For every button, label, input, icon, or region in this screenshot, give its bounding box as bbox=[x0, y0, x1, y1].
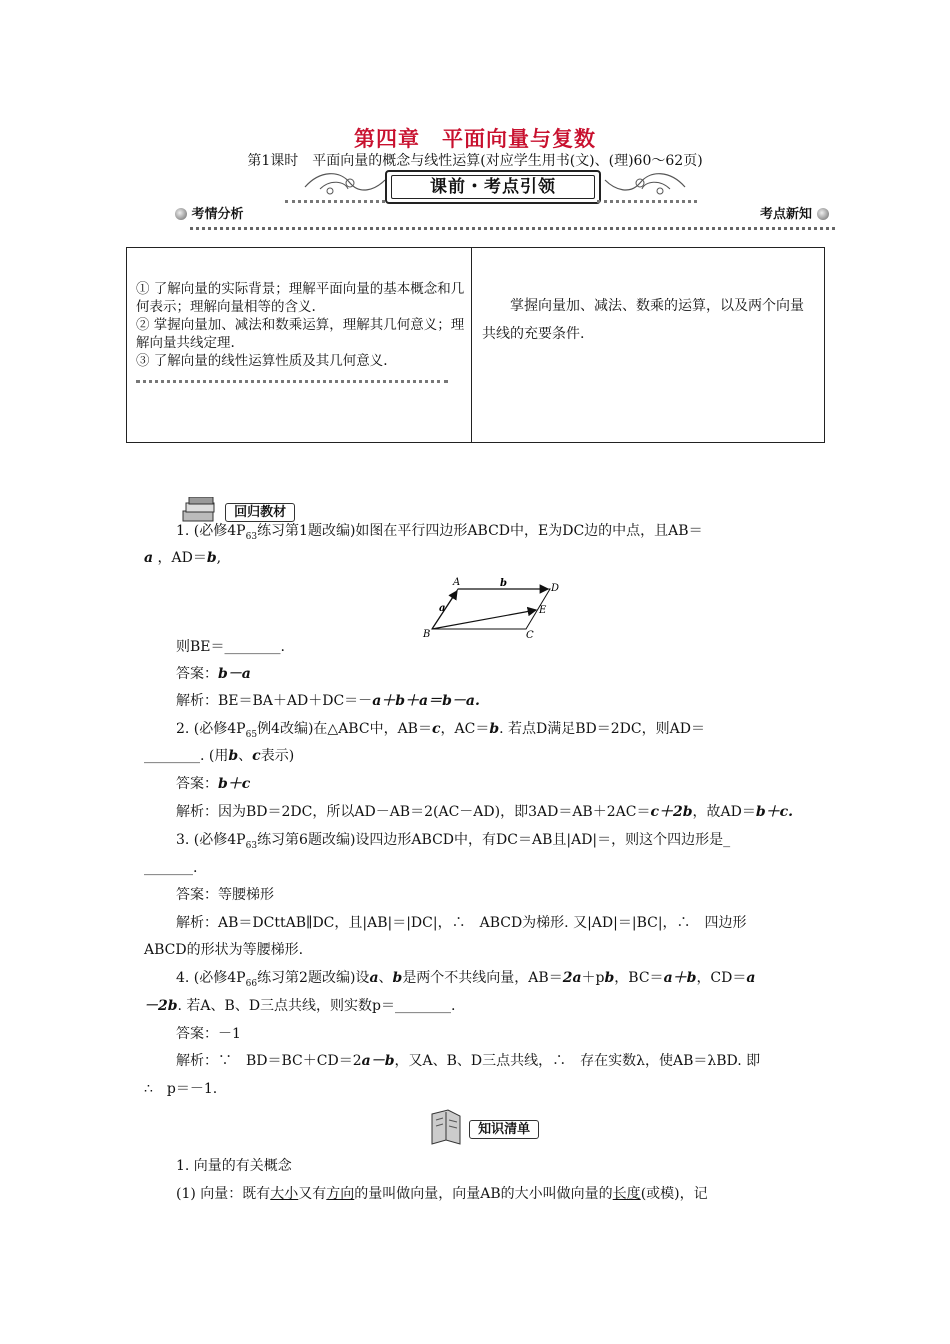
concept-definition: (1) 向量：既有大小又有方向的量叫做向量，向量AB的大小叫做向量的长度(或模)，记 bbox=[176, 1186, 708, 1202]
parallelogram-figure bbox=[420, 575, 560, 643]
knowledge-label: 考点新知 bbox=[760, 203, 829, 222]
question-1-cont: a ，AD＝b, bbox=[144, 550, 222, 566]
analysis-3-cont: ABCD的形状为等腰梯形. bbox=[144, 942, 304, 958]
dotted-divider bbox=[190, 227, 835, 230]
question-1: 1. (必修$4P_{63}$练习第1题改编)如图在平行四边形ABCD中，E为DC边的中点，且AB＝ bbox=[176, 523, 703, 542]
answer-1: 答案：b－a bbox=[176, 666, 251, 682]
question-2-cont: ________. (用b、c表示) bbox=[144, 748, 295, 764]
key-point-text: 掌握向量加、减法、数乘的运算，以及两个向量共线的充要条件. bbox=[482, 298, 804, 342]
table-divider bbox=[471, 248, 472, 442]
question-1-blank: 则BE＝________. bbox=[176, 639, 285, 655]
right-cell bbox=[482, 292, 814, 348]
section-title: 知识清单 bbox=[469, 1120, 539, 1139]
answer-3: 答案：等腰梯形 bbox=[176, 887, 274, 903]
analysis-4: 解析：∵ BD＝BC＋CD＝2a－b，又A、B、D三点共线，∴ 存在实数λ，使AB＝λBD. 即 bbox=[176, 1053, 761, 1069]
exam-analysis-label: 考情分析 bbox=[175, 203, 244, 222]
svg-text:b: b bbox=[500, 578, 507, 589]
svg-text:E: E bbox=[539, 605, 547, 616]
answer-2: 答案：b＋c bbox=[176, 776, 251, 792]
analysis-4-cont: ∴ p＝－1. bbox=[144, 1081, 218, 1097]
svg-text:D: D bbox=[551, 583, 560, 594]
question-4-cont: －2b. 若A、B、D三点共线，则实数p＝________. bbox=[144, 998, 456, 1014]
section-header-knowledge bbox=[428, 1108, 539, 1148]
list-heading: 1. 向量的有关概念 bbox=[176, 1158, 292, 1174]
analysis-3: 解析：AB＝DCttAB∥DC，且|AB|＝|DC|，∴ ABCD为梯形. 又|AD|＝|BC|，∴ 四边形 bbox=[176, 915, 747, 931]
question-3: 3. (必修$4P_{63}$练习第6题改编)设四边形ABCD中，有DC＝AB且|AD|＝，则这个四边形是_ bbox=[176, 832, 731, 851]
section-banner: 课前・考点引领 bbox=[385, 170, 601, 204]
dotted-divider bbox=[285, 200, 385, 203]
section-title: 回归教材 bbox=[225, 503, 295, 522]
vector-be bbox=[432, 610, 536, 629]
left-cell bbox=[136, 280, 466, 383]
analysis-1: 解析：BE＝BA＋AD＋DC＝－a＋b＋a＝b－a. bbox=[176, 693, 480, 709]
svg-text:A: A bbox=[453, 577, 461, 588]
objective-item: ② 掌握向量加、减法和数乘运算，理解其几何意义；理解向量共线定理. bbox=[136, 317, 465, 351]
left-ornament-icon bbox=[300, 165, 390, 205]
bullet-icon bbox=[175, 208, 187, 220]
objectives-table bbox=[126, 247, 825, 443]
svg-text:C: C bbox=[526, 630, 534, 641]
svg-text:a: a bbox=[439, 603, 446, 614]
question-2: 2. (必修$4P_{65}$例4改编)在△ABC中，AB＝c，AC＝b. 若点D满足BD＝2DC，则AD＝ bbox=[176, 721, 705, 740]
dotted-divider bbox=[597, 200, 697, 203]
objective-item: ① 了解向量的实际背景；理解平面向量的基本概念和几何表示；理解向量相等的含义. bbox=[136, 281, 465, 315]
answer-4: 答案：－1 bbox=[176, 1026, 241, 1042]
question-4: 4. (必修$4P_{66}$练习第2题改编)设a、b是两个不共线向量，AB＝2a＋pb，BC＝a＋b，CD＝a bbox=[176, 970, 756, 989]
right-ornament-icon bbox=[600, 165, 690, 205]
question-3-cont: _______. bbox=[144, 860, 198, 876]
svg-text:B: B bbox=[423, 629, 431, 640]
dotted-divider bbox=[136, 380, 448, 383]
lesson-title: 第1课时 平面向量的概念与线性运算(对应学生用书(文)、(理)60～62页) bbox=[247, 153, 703, 169]
chapter-title: 第四章 平面向量与复数 bbox=[354, 127, 596, 151]
analysis-2: 解析：因为BD＝2DC，所以AD－AB＝2(AC－AD)，即3AD＝AB＋2AC＝c＋2b，故AD＝b＋c. bbox=[176, 804, 794, 820]
objective-item: ③ 了解向量的线性运算性质及其几何意义. bbox=[136, 353, 388, 369]
book-icon bbox=[428, 1108, 464, 1148]
bullet-icon bbox=[817, 208, 829, 220]
